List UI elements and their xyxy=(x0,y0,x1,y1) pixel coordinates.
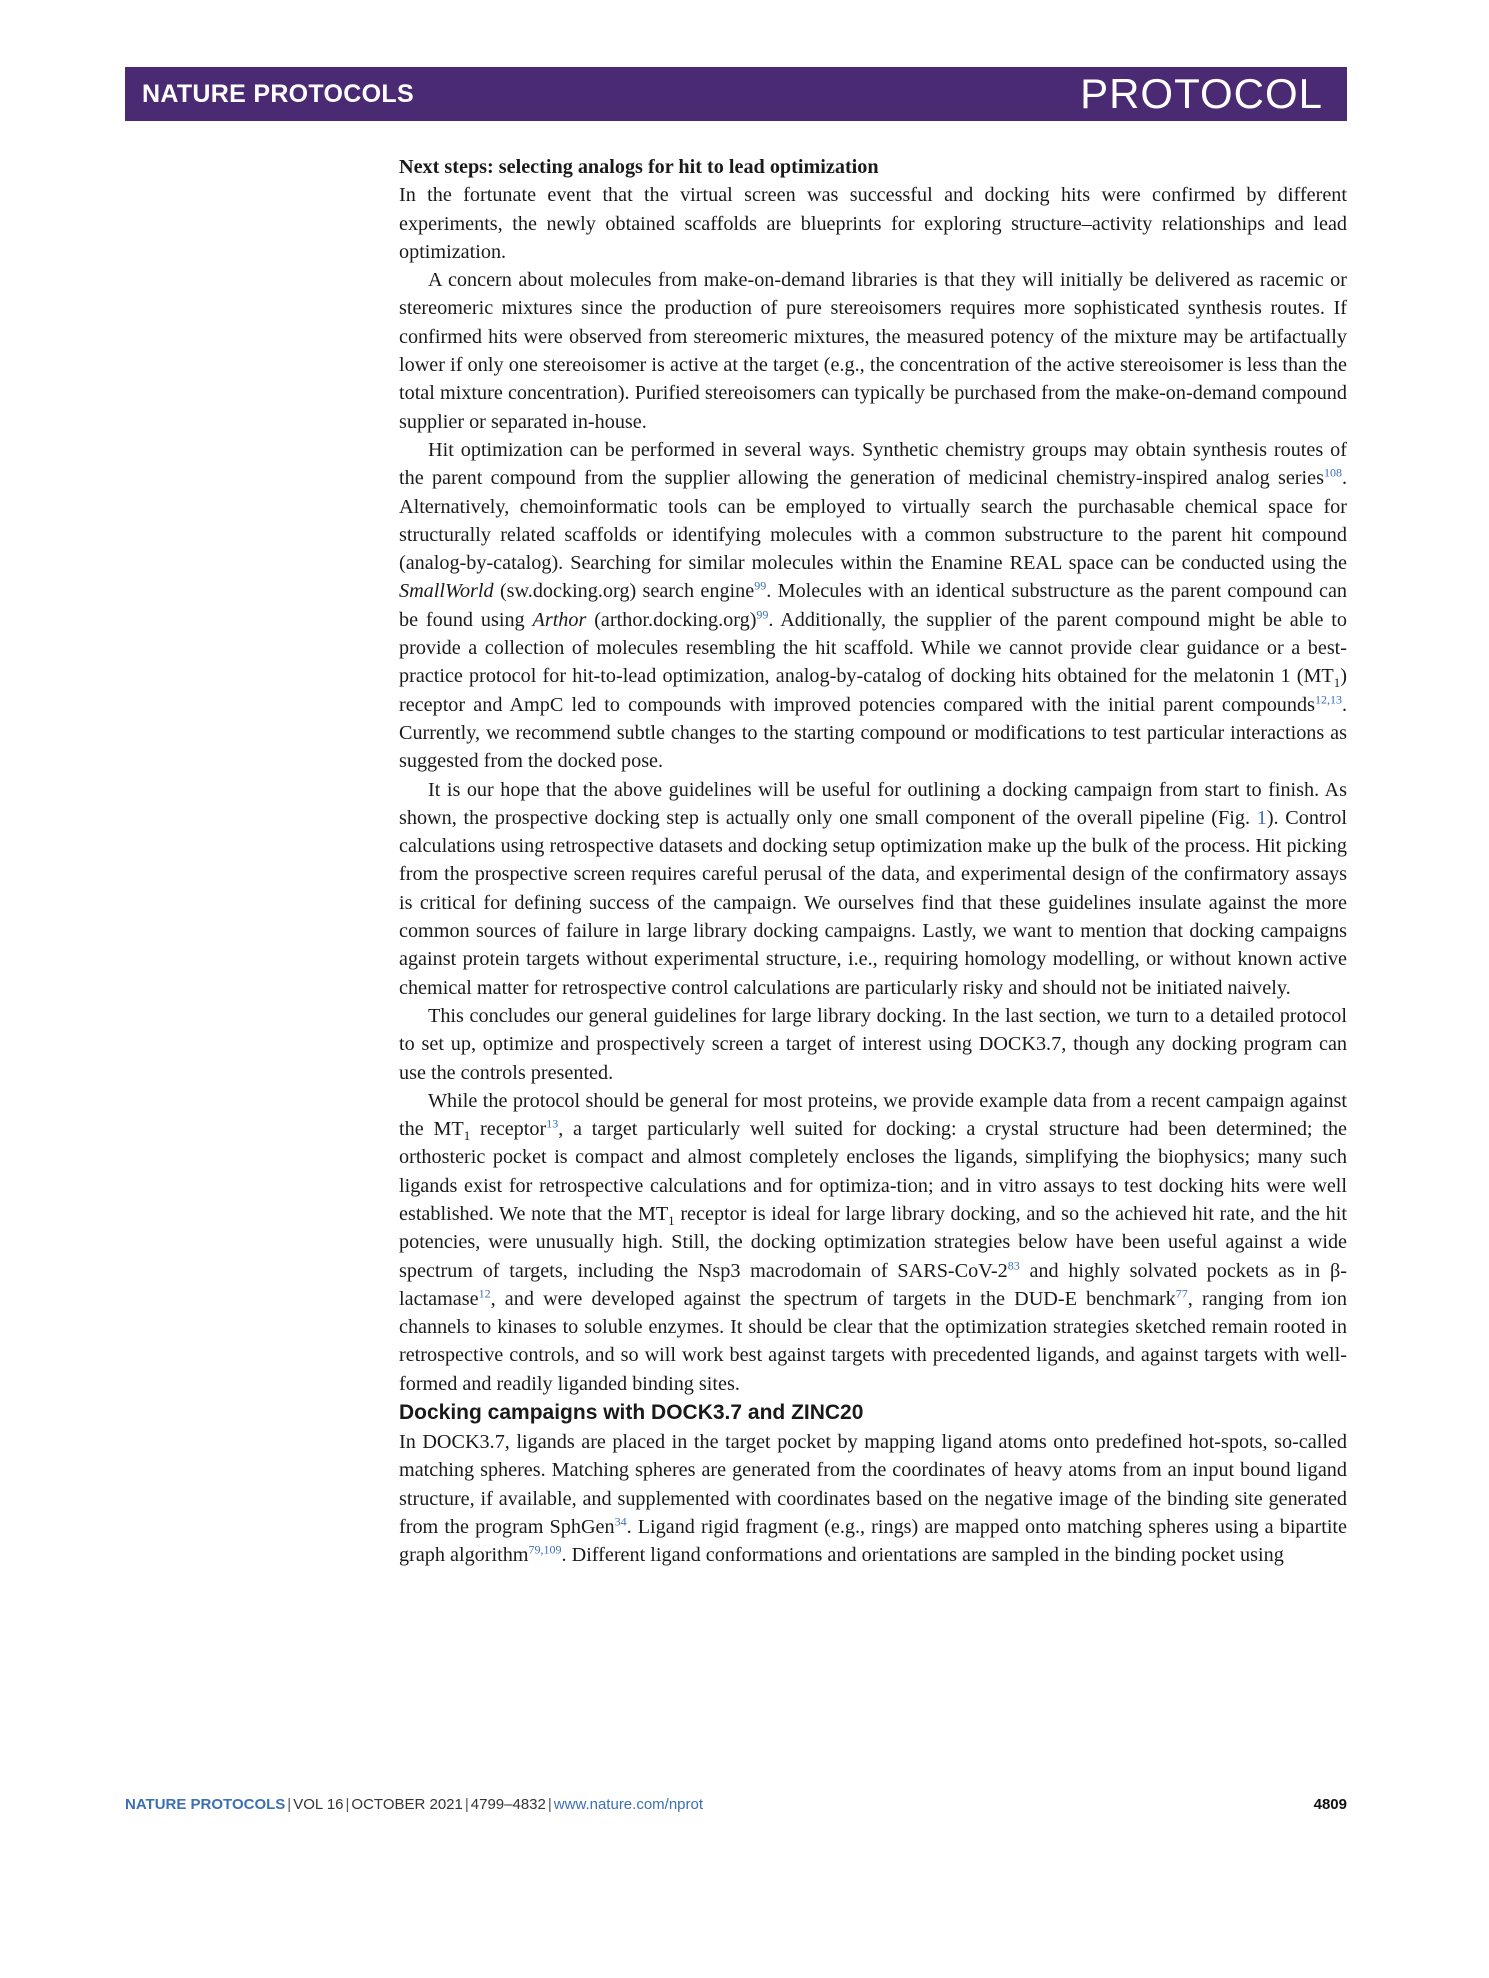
paragraph: While the protocol should be general for most proteins, we provide example data from a recent campaign against the $MT_1$ receptor$^{13}$, a target particularly well suited for docking: a crystal structure had been determined; the orthosteric pocket is compact and almost completely encloses the ligands, simplifying the biophysics; many such ligands exist for retrospective calculations and for optimiza-tion; and in vitro assays to test docking hits were well established. We note that the $MT_1$ receptor is ideal for large library docking, and so the achieved hit rate, and the hit potencies, were unusually high. Still, the docking optimization strategies below have been useful against a wide spectrum of targets, including the Nsp3 macrodomain of SARS-CoV-2$^{83}$ and highly solvated pockets as in β-lactamase$^{12}$, and were developed against the spectrum of targets in the DUD-E benchmark$^{77}$, ranging from ion channels to kinases to soluble enzymes. It should be clear that the optimization strategies sketched remain rooted in retrospective controls, and so will work best against targets with precedented ligands, and against targets with well-formed and readily liganded binding sites. xyxy=(399,1089,1347,1395)
citation-link[interactable]: 77 xyxy=(1175,1286,1188,1301)
footer-volume: VOL 16 xyxy=(293,1796,344,1813)
paragraph: In the fortunate event that the virtual screen was successful and docking hits were confirmed by different experiments, the newly obtained scaffolds are blueprints for exploring structure–activity relationships and lead optimization. xyxy=(399,184,1347,263)
citation-link[interactable]: 13 xyxy=(546,1116,559,1131)
citation-link[interactable]: 12 xyxy=(478,1286,491,1301)
footer-pages: 4799–4832 xyxy=(470,1796,546,1813)
footer-url-link[interactable]: www.nature.com/nprot xyxy=(553,1796,704,1813)
citation-link[interactable]: 108 xyxy=(1323,465,1342,480)
figure-link[interactable]: 1 xyxy=(1256,806,1267,829)
section-heading-next-steps: Next steps: selecting analogs for hit to lead optimization xyxy=(399,156,879,178)
paragraph: Hit optimization can be performed in several ways. Synthetic chemistry groups may obtain synthesis routes of the parent compound from the supplier allowing the generation of medicinal chemistry-inspired analog series$^{108}$. Alternatively, chemoinformatic tools can be employed to virtually search the purchasable chemical space for structurally related scaffolds or identifying molecules with a common substructure to the parent hit compound (analog-by-catalog). Searching for similar molecules within the Enamine REAL space can be conducted using the SmallWorld (sw.docking.org) search engine$^{99}$. Molecules with an identical substructure as the parent compound can be found using Arthor (arthor.docking.org)$^{99}$. Additionally, the supplier of the parent compound might be able to provide a collection of molecules resembling the hit scaffold. While we cannot provide clear guidance or a best-practice protocol for hit-to-lead optimization, analog-by-catalog of docking hits obtained for the melatonin 1 $(MT_1)$ receptor and AmpC led to compounds with improved potencies compared with the initial parent compounds$^{12,13}$. Currently, we recommend subtle changes to the starting compound or modifications to test particular interactions as suggested from the docked pose. xyxy=(399,438,1348,773)
citation-link[interactable]: 99 xyxy=(756,607,769,622)
citation-link[interactable]: 12,13 xyxy=(1314,691,1342,706)
section-heading-docking-campaigns: Docking campaigns with DOCK3.7 and ZINC20 xyxy=(399,1401,864,1425)
paragraph: It is our hope that the above guidelines will be useful for outlining a docking campaign from start to finish. As shown, the prospective docking step is actually only one small component of the overall pipeline (Fig. 1). Control calculations using retrospective datasets and docking setup optimization make up the bulk of the process. Hit picking from the prospective screen requires careful perusal of the data, and experimental design of the confirmatory assays is critical for defining success of the campaign. We ourselves find that these guidelines insulate against the more common sources of failure in large library docking campaigns. Lastly, we want to mention that docking campaigns against protein targets without experimental structure, i.e., requiring homology modelling, or without known active chemical matter for retrospective control calculations are particularly risky and should not be initiated naively. xyxy=(399,778,1347,999)
citation-link[interactable]: 99 xyxy=(754,578,767,593)
citation-link[interactable]: 34 xyxy=(614,1514,627,1529)
journal-name: NATURE PROTOCOLS xyxy=(142,79,414,108)
paragraph: A concern about molecules from make-on-demand libraries is that they will initially be delivered as racemic or stereomeric mixtures since the production of pure stereoisomers requires more sophisticated synthesis routes. If confirmed hits were observed from stereomeric mixtures, the measured potency of the mixture may be artifactually lower if only one stereoisomer is active at the target (e.g., the concentration of the active stereoisomer is less than the total mixture concentration). Purified stereoisomers can typically be purchased from the make-on-demand compound supplier or separated in-house. xyxy=(399,269,1347,433)
citation-link[interactable]: 83 xyxy=(1007,1257,1020,1272)
paragraph: In DOCK3.7, ligands are placed in the target pocket by mapping ligand atoms onto predefined hot-spots, so-called matching spheres. Matching spheres are generated from the coordinates of heavy atoms from an input bound ligand structure, if available, and supplemented with coordinates based on the negative image of the binding site generated from the program SphGen$^{34}$. Ligand rigid fragment (e.g., rings) are mapped onto matching spheres using a bipartite graph algorithm$^{79,109}$. Different ligand conformations and orientations are sampled in the binding pocket using xyxy=(399,1431,1347,1567)
footer-citation: NATURE PROTOCOLS | VOL 16 | OCTOBER 2021 | 4799–4832 | www.nature.com/nprot xyxy=(125,1796,704,1813)
page-footer xyxy=(125,1796,1347,1813)
footer-date: OCTOBER 2021 xyxy=(351,1796,463,1813)
article-type: PROTOCOL xyxy=(1080,70,1323,117)
footer-journal: NATURE PROTOCOLS xyxy=(125,1796,286,1813)
journal-banner xyxy=(125,67,1347,121)
paragraph: This concludes our general guidelines for large library docking. In the last section, we turn to a detailed protocol to set up, optimize and prospectively screen a target of interest using DOCK3.7, though any docking program can use the controls presented. xyxy=(399,1004,1347,1084)
page-number: 4809 xyxy=(1313,1796,1347,1813)
main-content xyxy=(399,153,1347,1570)
citation-link[interactable]: 79,109 xyxy=(528,1542,562,1557)
